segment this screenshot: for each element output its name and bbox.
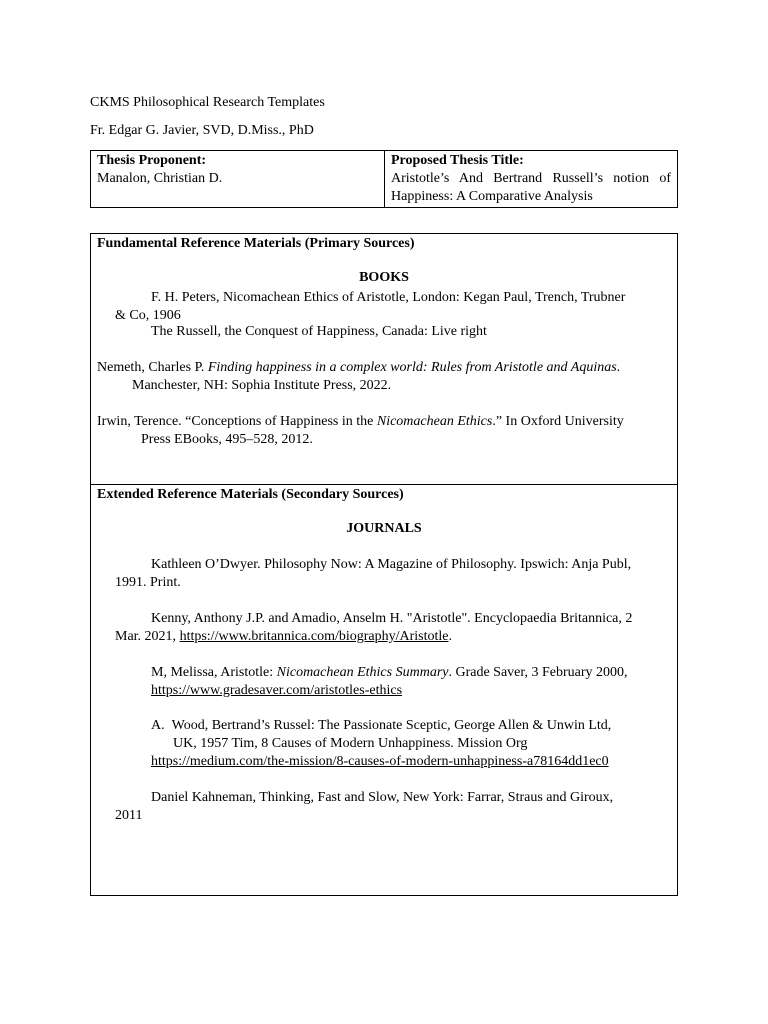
primary-sources-heading: Fundamental Reference Materials (Primary Sources): [97, 236, 415, 251]
books-heading: BOOKS: [359, 270, 409, 285]
secondary-ref-odwyer: [97, 556, 631, 592]
ref-publisher: . Grade Saver, 3 February 2000,: [448, 665, 628, 680]
ref-author: M, Melissa, Aristotle:: [151, 665, 277, 680]
ref-line: [97, 753, 611, 771]
ref-title: Nicomachean Ethics Summary: [276, 665, 449, 680]
ref-title: Nicomachean Ethics: [376, 414, 493, 429]
journals-heading: JOURNALS: [346, 521, 422, 536]
ref-line: The Russell, the Conquest of Happiness, Canada: Live right: [151, 324, 487, 339]
ref-line: [97, 359, 620, 377]
ref-line: F. H. Peters, Nicomachean Ethics of Aristotle, London: Kegan Paul, Trench, Trubner: [151, 290, 626, 305]
ref-date: Mar. 2021,: [115, 629, 180, 644]
ref-punct: .: [448, 629, 452, 644]
document-header-author: Fr. Edgar G. Javier, SVD, D.Miss., PhD: [90, 123, 314, 138]
primary-ref-irwin: [97, 413, 624, 449]
ref-title: Finding happiness in a complex world: Rules from Aristotle and Aquinas: [207, 360, 617, 375]
secondary-sources-heading: Extended Reference Materials (Secondary Sources): [97, 487, 404, 502]
secondary-ref-melissa: [97, 664, 628, 700]
ref-line: [97, 717, 611, 735]
ref-line: Manchester, NH: Sophia Institute Press, 2022.: [132, 378, 392, 393]
ref-text: Wood, Bertrand’s Russel: The Passionate Sceptic, George Allen & Unwin Ltd,: [171, 718, 612, 733]
secondary-ref-kenny: [97, 610, 632, 646]
ref-line: [97, 628, 632, 646]
ref-author: Irwin, Terence. “Conceptions of Happiness in the: [97, 414, 377, 429]
ref-publisher: .” In Oxford University: [492, 414, 624, 429]
ref-line: & Co, 1906: [115, 308, 181, 323]
ref-line: 2011: [115, 808, 143, 823]
thesis-title-value: Aristotle’s And Bertrand Russell’s notion of Happiness: A Comparative Analysis: [391, 171, 671, 204]
proponent-label: Thesis Proponent:: [97, 153, 207, 168]
secondary-ref-kahneman: [97, 789, 613, 825]
ref-line: [97, 682, 628, 700]
ref-line: [97, 664, 628, 682]
ref-line: [97, 413, 624, 431]
medium-link[interactable]: https://medium.com/the-mission/8-causes-of-modern-unhappiness-a78164dd1ec0: [151, 754, 609, 769]
proponent-value: Manalon, Christian D.: [97, 171, 223, 186]
primary-ref-russell: [97, 323, 487, 341]
gradesaver-link[interactable]: https://www.gradesaver.com/aristotles-ethics: [151, 683, 403, 698]
ref-line: 1991. Print.: [115, 575, 181, 590]
primary-ref-peters: [97, 289, 625, 325]
proposal-table: [90, 150, 678, 208]
britannica-link[interactable]: https://www.britannica.com/biography/Aristotle: [179, 629, 449, 644]
ref-line: Press EBooks, 495–528, 2012.: [141, 432, 313, 447]
ref-line: UK, 1957 Tim, 8 Causes of Modern Unhappiness. Mission Org: [173, 736, 528, 751]
proponent-cell: [91, 151, 385, 208]
primary-ref-nemeth: [97, 359, 620, 395]
ref-line: Kenny, Anthony J.P. and Amadio, Anselm H. "Aristotle". Encyclopaedia Britannica, 2: [151, 611, 633, 626]
ref-punct: .: [616, 360, 621, 375]
thesis-title-label: Proposed Thesis Title:: [391, 153, 524, 168]
ref-author: Nemeth, Charles P.: [97, 360, 208, 375]
primary-sources-box: [90, 233, 678, 485]
document-header-title: CKMS Philosophical Research Templates: [90, 95, 325, 110]
secondary-sources-box: [90, 484, 678, 896]
list-marker: A.: [151, 718, 165, 733]
ref-line: Kathleen O’Dwyer. Philosophy Now: A Magazine of Philosophy. Ipswich: Anja Publ,: [151, 557, 632, 572]
ref-line: Daniel Kahneman, Thinking, Fast and Slow, New York: Farrar, Straus and Giroux,: [151, 790, 614, 805]
secondary-ref-wood: [97, 717, 611, 771]
thesis-title-cell: [385, 151, 678, 208]
